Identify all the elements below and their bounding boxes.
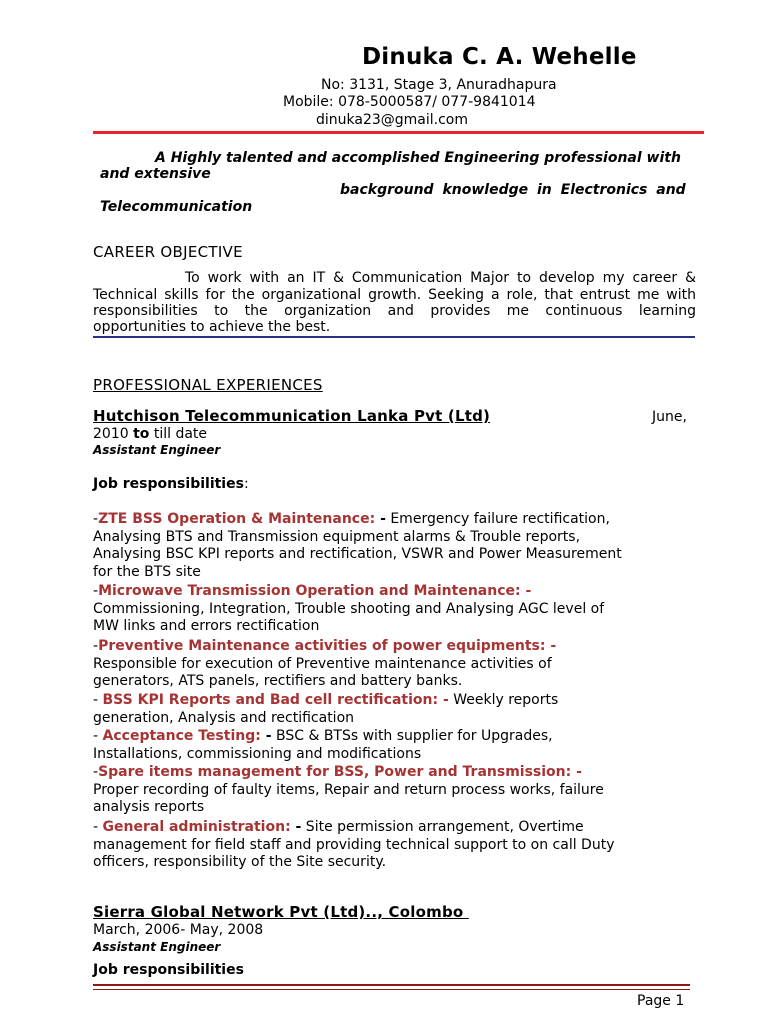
header-divider [93, 131, 704, 134]
summary-line-3: background knowledge in Electronics and [340, 182, 686, 198]
objective-line-1: To work with an IT & Communication Major to develop my career & [185, 270, 696, 286]
candidate-name: Dinuka C. A. Wehelle [362, 44, 637, 70]
company-2-name: Sierra Global Network Pvt (Ltd).., Colombo [93, 903, 469, 921]
experience-heading: PROFESSIONAL EXPERIENCES [93, 376, 323, 394]
responsibility-zte-bss: -ZTE BSS Operation & Maintenance: - Emergency failure rectification, Analysing BTS and Transmission equipment alarms & Trouble reports, Analysing BSC KPI reports and rectification, VSWR and Power Measurement for the BTS site [93, 511, 622, 580]
address: No: 3131, Stage 3, Anuradhapura [321, 77, 557, 93]
objective-divider [93, 336, 695, 338]
objective-line-3: responsibilities to the organization and provides me continuous learning [93, 303, 696, 319]
responsibility-spare-items: -Spare items management for BSS, Power and Transmission: - Proper recording of faulty items, Repair and return process works, failure analysis reports [93, 764, 604, 815]
footer-divider-bottom [93, 989, 690, 990]
page-number: Page 1 [637, 993, 685, 1009]
email: dinuka23@gmail.com [316, 112, 469, 128]
company-1-date-start: June, [652, 409, 687, 425]
objective-line-2: Technical skills for the organizational growth. Seeking a role, that entrust me with [93, 287, 696, 303]
company-1-date-end: 2010 to till date [93, 426, 208, 442]
objective-line-4: opportunities to achieve the best. [93, 319, 331, 335]
summary-line-1: A Highly talented and accomplished Engineering professional with [155, 150, 681, 166]
summary-line-2: and extensive [100, 166, 211, 182]
company-1-role: Assistant Engineer [93, 443, 221, 457]
responsibility-bss-kpi: - BSS KPI Reports and Bad cell rectification: - Weekly reports generation, Analysis and rectification [93, 692, 559, 726]
company-2-role: Assistant Engineer [93, 940, 221, 954]
company-2-dates: March, 2006- May, 2008 [93, 922, 264, 938]
job-1-responsibilities-label: Job responsibilities: [93, 476, 249, 492]
summary-line-4: Telecommunication [100, 199, 253, 215]
responsibility-acceptance-testing: - Acceptance Testing: - BSC & BTSs with supplier for Upgrades, Installations, commissioning and modifications [93, 728, 553, 762]
responsibility-preventive-maintenance: -Preventive Maintenance activities of power equipments: - Responsible for execution of Preventive maintenance activities of generators, ATS panels, rectifiers and battery banks. [93, 638, 557, 689]
job-2-responsibilities-label: Job responsibilities [93, 962, 244, 978]
mobile: Mobile: 078-5000587/ 077-9841014 [283, 94, 536, 110]
company-1-name: Hutchison Telecommunication Lanka Pvt (Ltd) [93, 407, 491, 425]
career-objective-heading: CAREER OBJECTIVE [93, 243, 243, 261]
footer-divider-top [93, 984, 690, 986]
responsibility-microwave: -Microwave Transmission Operation and Maintenance: - Commissioning, Integration, Trouble shooting and Analysing AGC level of MW links and errors rectification [93, 583, 605, 634]
responsibility-general-administration: - General administration: - Site permission arrangement, Overtime management for field staff and providing technical support to on call Duty officers, responsibility of the Site security. [93, 819, 615, 870]
